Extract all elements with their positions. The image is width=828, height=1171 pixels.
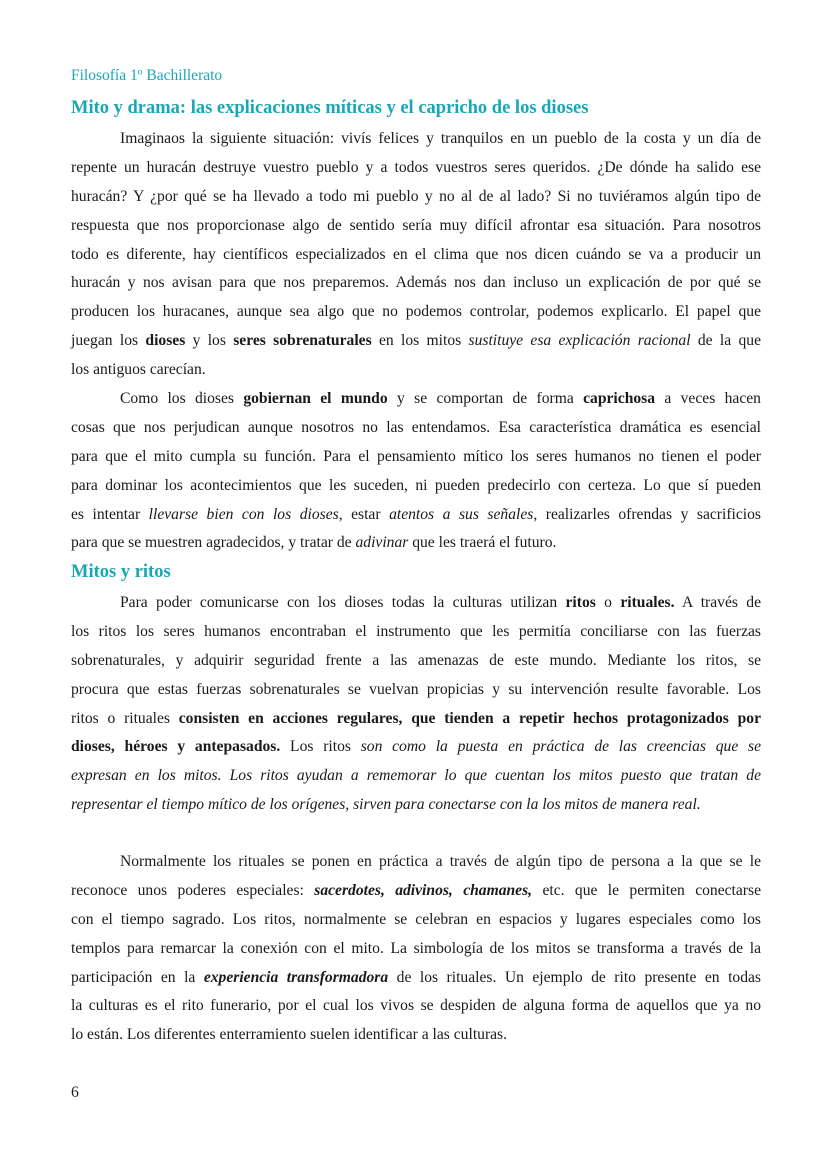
- text-line: huracán? Y ¿por qué se ha llevado a todo mi pueblo y no al de al lado? Si no tuviéramos algún tipo de: [71, 187, 761, 205]
- text-line: lo están. Los diferentes enterramiento suelen identificar a las culturas.: [71, 1026, 508, 1044]
- text-line: para que el mito cumpla su función. Para el pensamiento mítico los seres humanos no tienen el poder: [71, 447, 761, 465]
- text-line: [71, 791, 761, 820]
- italic-phrase: llevarse bien con los dioses: [148, 505, 339, 523]
- section-heading: Mitos y ritos: [71, 562, 171, 582]
- bold-phrase: consisten en acciones regulares, que tienden a repetir hechos protagonizados por: [178, 709, 761, 727]
- text-line: repente un huracán destruye vuestro pueblo y a todos vuestros seres queridos. ¿De dónde ha salido ese: [71, 158, 761, 176]
- text-line: [71, 501, 761, 530]
- text-line: para dominar los acontecimientos que les suceden, ni pueden predecirlo con certeza. Lo que sí pueden: [71, 476, 761, 494]
- text-line: huracán y nos avisan para que nos preparemos. Además nos dan incluso un explicación de por qué se: [71, 274, 761, 292]
- text-line: [71, 327, 761, 356]
- text-run: Los ritos: [280, 738, 361, 756]
- bold-term: gobiernan el mundo: [243, 390, 388, 407]
- text-line: [71, 705, 761, 734]
- text-line: [71, 589, 761, 618]
- text-run: y se comportan de forma: [387, 390, 584, 407]
- text-line: [71, 733, 761, 762]
- text-line: [71, 385, 761, 414]
- text-run: o: [595, 594, 621, 611]
- course-header: Filosofía 1º Bachillerato: [71, 67, 223, 84]
- italic-phrase: son como la puesta en práctica de las creencias que se: [360, 738, 762, 756]
- text-run: de los rituales. Un ejemplo de rito presente en todas: [388, 968, 762, 986]
- paragraph-4: [71, 848, 761, 1050]
- text-line: la culturas es el rito funerario, por el cual los vivos se despiden de alguna forma de aquellos que ya no: [71, 997, 761, 1015]
- text-line: con el tiempo sagrado. Los ritos, normalmente se celebran en espacios y lugares especiales como los: [71, 910, 761, 928]
- italic-phrase: representar el tiempo mítico de los orígenes, sirven para conectarse con la los mitos de manera real.: [71, 796, 701, 814]
- text-run: etc. que le permiten conectarse: [532, 881, 761, 899]
- text-line: todo es diferente, hay científicos especializados en el clima que nos dicen cuándo se va a producir un: [71, 245, 761, 263]
- text-run: que les traerá el futuro.: [408, 534, 557, 552]
- text-line: Normalmente los rituales se ponen en práctica a través de algún tipo de persona a la que se le: [120, 853, 761, 870]
- italic-phrase: adivinar: [355, 534, 409, 552]
- text-line: procura que estas fuerzas sobrenaturales se vuelvan propicias y su intervención resulte favorable. Los: [71, 680, 761, 698]
- italic-phrase: atentos a sus señales: [389, 505, 534, 523]
- bold-term: rituales.: [620, 594, 675, 611]
- text-run: Como los dioses: [120, 390, 244, 407]
- text-line: cosas que nos perjudican aunque nosotros no las entendamos. Esa característica dramática es esencial: [71, 418, 761, 436]
- text-run: ritos o rituales: [71, 709, 179, 727]
- text-run: A través de: [674, 594, 762, 611]
- paragraph-2: [71, 385, 761, 558]
- text-run: participación en la: [71, 968, 204, 986]
- text-line: los antiguos carecían.: [71, 361, 206, 379]
- page-title: Mito y drama: las explicaciones míticas y el capricho de los dioses: [71, 98, 589, 118]
- text-line: [71, 529, 761, 558]
- italic-phrase: sustituye esa explicación racional: [468, 332, 691, 350]
- text-run: a veces hacen: [655, 390, 761, 407]
- bold-term: caprichosa: [583, 390, 656, 407]
- text-run: , estar: [338, 505, 390, 523]
- page-number: 6: [71, 1084, 79, 1101]
- bold-term: ritos: [565, 594, 596, 611]
- bold-italic-phrase: sacerdotes, adivinos, chamanes,: [314, 881, 533, 899]
- bold-term: seres sobrenaturales: [233, 332, 372, 350]
- text-line: [71, 877, 761, 906]
- text-run: en los mitos: [371, 332, 469, 350]
- text-run: de la que: [690, 332, 761, 350]
- bold-phrase: dioses, héroes y antepasados.: [71, 738, 281, 756]
- text-run: para que se muestren agradecidos, y tratar de: [71, 534, 356, 552]
- text-line: [71, 964, 761, 993]
- text-line: [71, 762, 761, 791]
- paragraph-3: [71, 589, 761, 820]
- text-run: reconoce unos poderes especiales:: [71, 881, 315, 899]
- text-run: , realizarles ofrendas y sacrificios: [533, 505, 761, 523]
- bold-italic-phrase: experiencia transformadora: [203, 968, 389, 986]
- text-run: Para poder comunicarse con los dioses todas la culturas utilizan: [120, 594, 566, 611]
- text-line: los ritos los seres humanos encontraban el instrumento que les permitía conciliarse con las fuerzas: [71, 622, 761, 640]
- text-run: juegan los: [71, 332, 146, 350]
- italic-phrase: expresan en los mitos. Los ritos ayudan a rememorar lo que cuentan los mitos puesto que tratan de: [71, 767, 761, 785]
- paragraph-1: [71, 125, 761, 385]
- text-run: es intentar: [71, 505, 149, 523]
- text-run: y los: [185, 332, 234, 350]
- text-line: templos para remarcar la conexión con el mito. La simbología de los mitos se transforma a través de la: [71, 939, 761, 957]
- text-line: sobrenaturales, y adquirir seguridad frente a las amenazas de este mundo. Mediante los ritos, se: [71, 651, 761, 669]
- text-line: producen los huracanes, aunque sea algo que no podemos controlar, podemos explicarlo. El papel que: [71, 303, 761, 321]
- text-line: Imaginaos la siguiente situación: vivís felices y tranquilos en un pueblo de la costa y un día de: [120, 130, 761, 147]
- bold-term: dioses: [145, 332, 186, 350]
- text-line: respuesta que nos proporcionase algo de sentido sería muy difícil afrontar esa situación. Para nosotros: [71, 216, 761, 234]
